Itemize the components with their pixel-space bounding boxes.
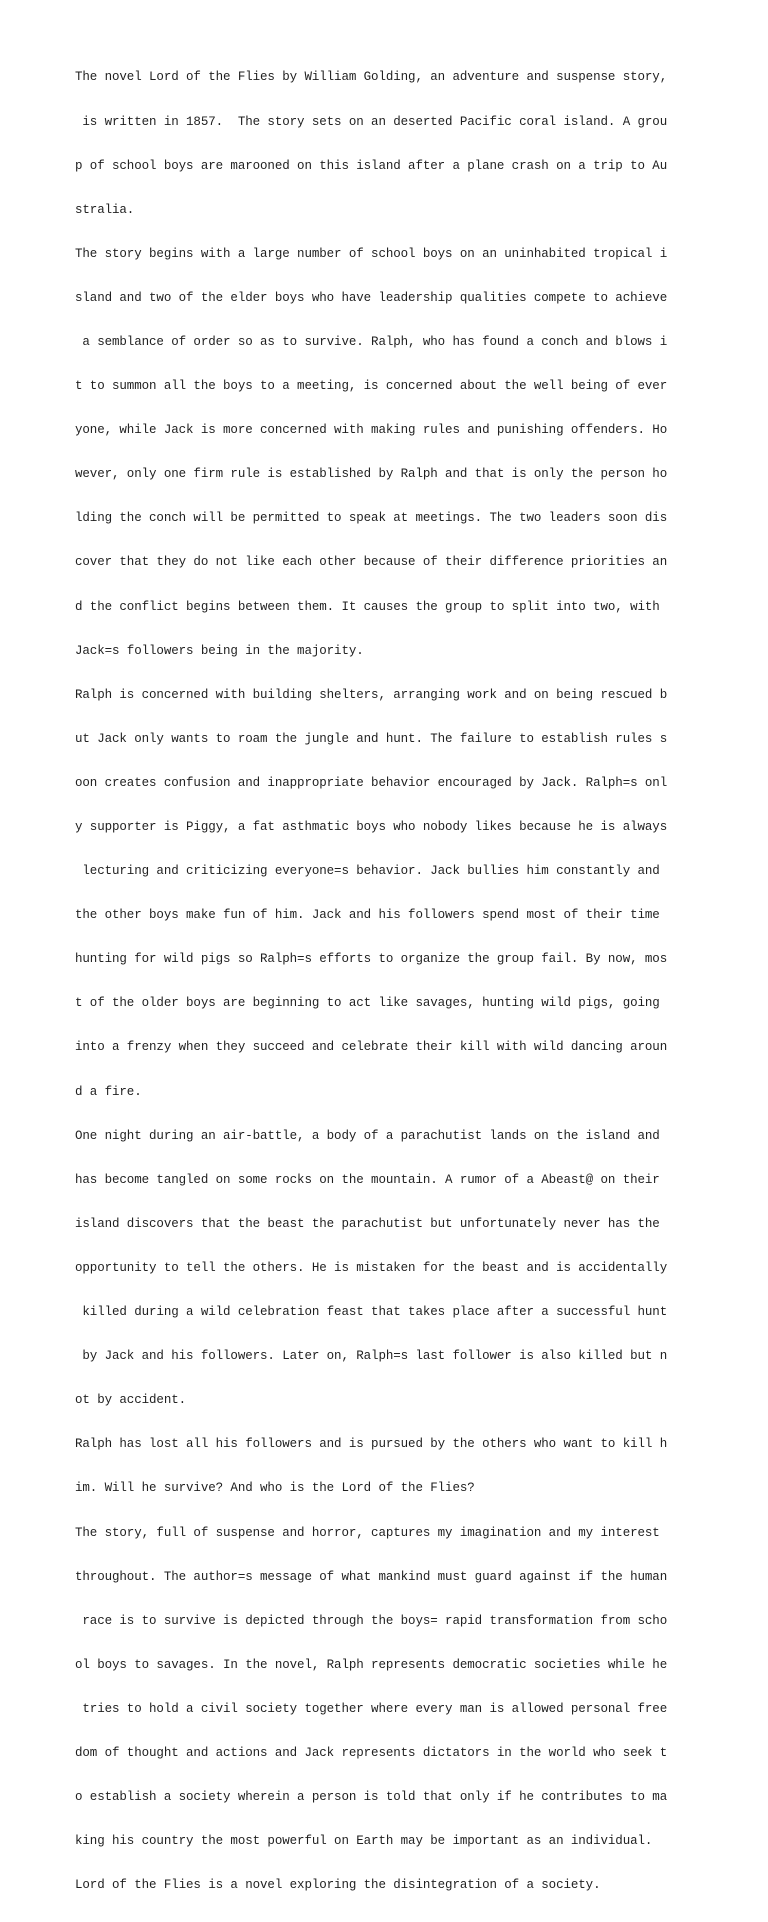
text-line: im. Will he survive? And who is the Lord of the Flies?: [75, 1481, 475, 1496]
text-line: killed during a wild celebration feast that takes place after a successful hunt: [75, 1305, 668, 1320]
text-line: ot by accident.: [75, 1393, 187, 1408]
text-line: race is to survive is depicted through the boys= rapid transformation from scho: [75, 1613, 668, 1628]
text-line: t to summon all the boys to a meeting, is concerned about the well being of ever: [75, 379, 668, 394]
text-line: has become tangled on some rocks on the mountain. A rumor of a Abeast@ on their: [75, 1172, 660, 1187]
text-line: Jack=s followers being in the majority.: [75, 643, 364, 658]
text-line: is written in 1857. The story sets on an deserted Pacific coral island. A grou: [75, 114, 668, 129]
document-text: [75, 41, 695, 1922]
text-line: dom of thought and actions and Jack represents dictators in the world who seek t: [75, 1745, 668, 1760]
text-line: by Jack and his followers. Later on, Ralph=s last follower is also killed but n: [75, 1349, 668, 1364]
text-line: king his country the most powerful on Earth may be important as an individual.: [75, 1834, 653, 1849]
text-line: the other boys make fun of him. Jack and his followers spend most of their time: [75, 908, 660, 923]
text-line: The novel Lord of the Flies by William Golding, an adventure and suspense story,: [75, 70, 668, 85]
text-line: Lord of the Flies is a novel exploring the disintegration of a society.: [75, 1878, 601, 1893]
text-line: opportunity to tell the others. He is mistaken for the beast and is accidentally: [75, 1260, 668, 1275]
text-line: o establish a society wherein a person is told that only if he contributes to ma: [75, 1790, 668, 1805]
text-line: lecturing and criticizing everyone=s behavior. Jack bullies him constantly and: [75, 864, 660, 879]
text-line: sland and two of the elder boys who have leadership qualities compete to achieve: [75, 290, 668, 305]
text-line: yone, while Jack is more concerned with making rules and punishing offenders. Ho: [75, 423, 668, 438]
text-line: The story begins with a large number of school boys on an uninhabited tropical i: [75, 246, 668, 261]
text-line: a semblance of order so as to survive. Ralph, who has found a conch and blows i: [75, 334, 668, 349]
text-line: tries to hold a civil society together where every man is allowed personal free: [75, 1701, 668, 1716]
text-line: Ralph is concerned with building shelters, arranging work and on being rescued b: [75, 687, 668, 702]
text-line: The story, full of suspense and horror, captures my imagination and my interest: [75, 1525, 660, 1540]
text-line: hunting for wild pigs so Ralph=s efforts to organize the group fail. By now, mos: [75, 952, 668, 967]
text-line: ut Jack only wants to roam the jungle and hunt. The failure to establish rules s: [75, 731, 668, 746]
text-line: d the conflict begins between them. It causes the group to split into two, with: [75, 599, 660, 614]
text-line: ol boys to savages. In the novel, Ralph represents democratic societies while he: [75, 1657, 668, 1672]
text-line: cover that they do not like each other because of their difference priorities an: [75, 555, 668, 570]
text-line: t of the older boys are beginning to act like savages, hunting wild pigs, going: [75, 996, 660, 1011]
text-line: stralia.: [75, 202, 135, 217]
text-line: d a fire.: [75, 1084, 142, 1099]
text-line: oon creates confusion and inappropriate behavior encouraged by Jack. Ralph=s onl: [75, 775, 668, 790]
text-line: y supporter is Piggy, a fat asthmatic boys who nobody likes because he is always: [75, 820, 668, 834]
text-line: lding the conch will be permitted to speak at meetings. The two leaders soon dis: [75, 511, 668, 526]
text-line: throughout. The author=s message of what mankind must guard against if the human: [75, 1569, 668, 1584]
text-line: One night during an air-battle, a body of a parachutist lands on the island and: [75, 1128, 660, 1143]
text-line: into a frenzy when they succeed and celebrate their kill with wild dancing aroun: [75, 1040, 668, 1055]
text-line: island discovers that the beast the parachutist but unfortunately never has the: [75, 1216, 660, 1231]
text-line: p of school boys are marooned on this island after a plane crash on a trip to Au: [75, 158, 668, 173]
text-line: Ralph has lost all his followers and is pursued by the others who want to kill h: [75, 1437, 668, 1452]
text-line: wever, only one firm rule is established by Ralph and that is only the person ho: [75, 467, 668, 482]
